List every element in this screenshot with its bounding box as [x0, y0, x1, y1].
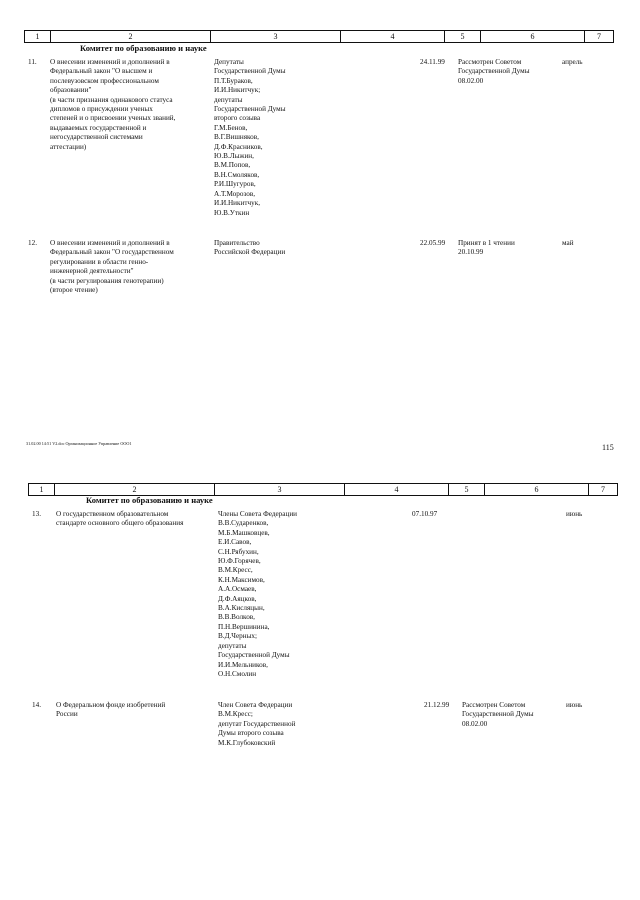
bill-title: О государственном образовательном стандарте основного общего образования	[56, 510, 184, 528]
column-header-6: 6	[485, 484, 589, 495]
committee-heading: Комитет по образованию и науке	[80, 43, 207, 53]
document-footer: 31.02.00 14:51 V2.doc Организационное Управление ООО1	[26, 441, 132, 446]
bill-month: апрель	[562, 58, 583, 66]
bill-month: май	[562, 239, 574, 247]
column-header-row	[24, 30, 614, 43]
column-header-5: 5	[445, 31, 481, 42]
bill-title: О внесении изменений и дополнений в Федеральный закон "О государственном регулировании в области генно- инженерной деятельности" (в части регулирования генотерапии) (второе чтение)	[50, 239, 174, 295]
row-number: 14.	[32, 701, 41, 709]
column-header-5: 5	[449, 484, 485, 495]
column-header-2: 2	[51, 31, 211, 42]
column-header-3: 3	[215, 484, 345, 495]
column-header-3: 3	[211, 31, 341, 42]
column-header-7: 7	[601, 485, 605, 494]
committee-heading: Комитет по образованию и науке	[86, 495, 213, 505]
column-header-4: 4	[345, 484, 449, 495]
page-number: 115	[602, 443, 614, 452]
bill-authors: Члены Совета Федерации В.В.Сударенков, М.Б.Машковцев, Е.И.Савов, С.Н.Рябухин, Ю.Ф.Горячев, В.М.Кресс, К.Н.Максимов, А.А.Осмаев, Д.Ф.Аяцков, В.А.Кисляцын, В.В.Волков, П.Н.Вершинина, В.Д.Черных; депутаты Государственной Думы И.И.Мельников, О.Н.Смолин	[218, 510, 298, 678]
bill-date: 24.11.99	[420, 58, 445, 66]
bill-title: О внесении изменений и дополнений в Федеральный закон "О высшем и послевузовском профессиональном образовании" (в части признания одинакового статуса дипломов о присуждении ученых степеней и о присвоении ученых званий, выдаваемых государственной и негосударственной системами аттестации)	[50, 58, 176, 151]
bill-date: 22.05.99	[420, 239, 446, 247]
row-number: 11.	[28, 58, 37, 66]
row-number: 13.	[32, 510, 41, 518]
column-header-4: 4	[341, 31, 445, 42]
row-number: 12.	[28, 239, 37, 247]
bill-status: Рассмотрен Советом Государственной Думы 08.02.00	[458, 58, 530, 85]
bill-date: 21.12.99	[424, 701, 450, 709]
bill-authors: Депутаты Государственной Думы П.Т.Бураков, И.И.Никитчук; депутаты Государственной Думы второго созыва Г.М.Бенов, В.Г.Вишняков, Д.Ф.Красников, Ю.В.Лыжин, В.М.Попов, В.Н.Смоляков, Р.И.Шугуров, А.Т.Морозов, И.И.Никитчук, Ю.В.Уткин	[214, 58, 286, 217]
bill-authors: Правительство Российской Федерации	[214, 239, 286, 257]
bill-date: 07.10.97	[412, 510, 438, 518]
bill-status: Рассмотрен Советом Государственной Думы 08.02.00	[462, 701, 534, 728]
bill-status: Принят в 1 чтении 20.10.99	[458, 239, 515, 257]
bill-authors: Член Совета Федерации В.М.Кресс; депутат Государственной Думы второго созыва М.К.Глубоковский	[218, 701, 296, 747]
column-header-6: 6	[481, 31, 585, 42]
column-header-7: 7	[597, 32, 601, 41]
bill-title: О Федеральном фонде изобретений России	[56, 701, 166, 719]
column-header-1: 1	[25, 31, 51, 42]
column-header-1: 1	[29, 484, 55, 495]
bill-month: июнь	[566, 701, 583, 709]
column-header-2: 2	[55, 484, 215, 495]
bill-month: июнь	[566, 510, 583, 518]
